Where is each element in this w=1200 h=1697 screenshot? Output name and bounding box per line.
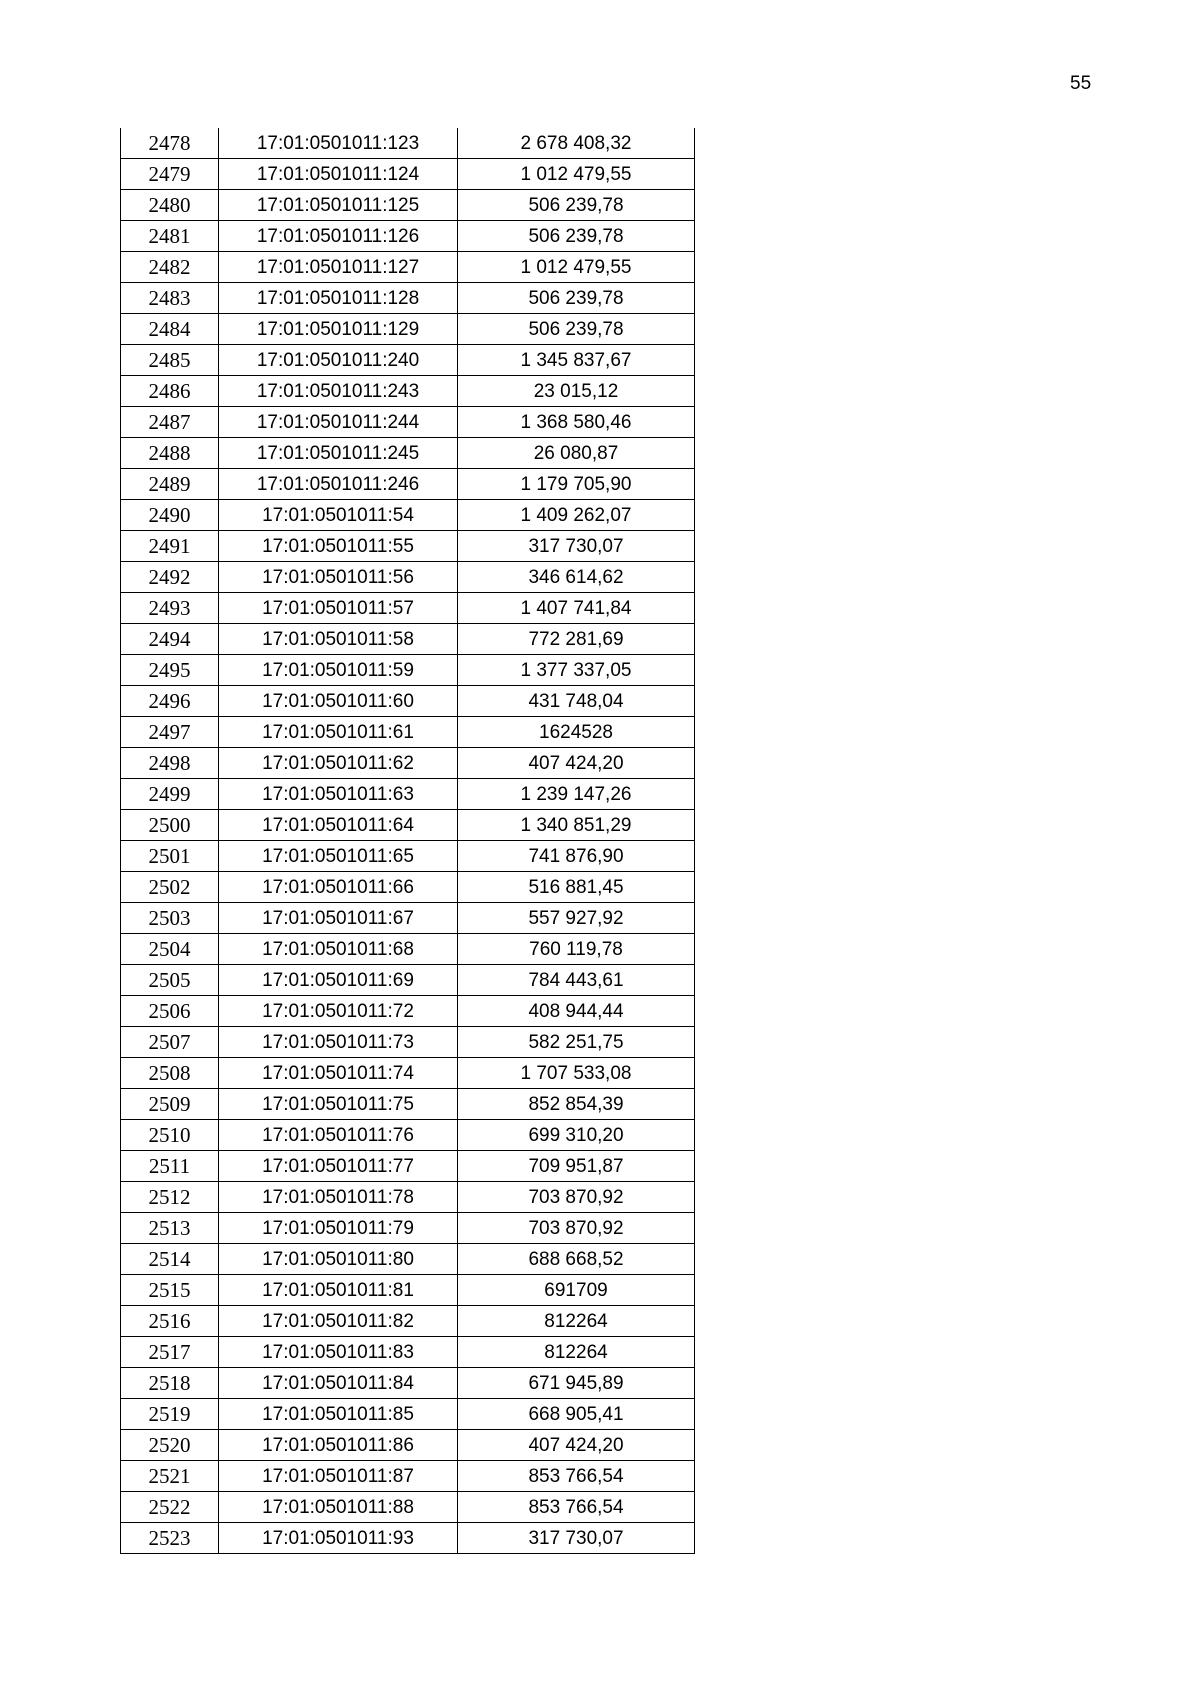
row-number-cell: 2496 [121, 686, 219, 717]
cadastral-number-cell: 17:01:0501011:76 [219, 1120, 458, 1151]
row-number-cell: 2483 [121, 283, 219, 314]
row-number-cell: 2517 [121, 1337, 219, 1368]
row-number-cell: 2500 [121, 810, 219, 841]
table-row [121, 903, 695, 934]
cadastral-number-cell: 17:01:0501011:60 [219, 686, 458, 717]
row-number-cell: 2499 [121, 779, 219, 810]
table-row [121, 1461, 695, 1492]
row-number-cell: 2490 [121, 500, 219, 531]
cadastral-value-cell: 1 239 147,26 [458, 779, 695, 810]
row-number-cell: 2514 [121, 1244, 219, 1275]
row-number-cell: 2519 [121, 1399, 219, 1430]
table-row [121, 283, 695, 314]
row-number-cell: 2495 [121, 655, 219, 686]
cadastral-value-cell: 506 239,78 [458, 221, 695, 252]
row-number-cell: 2522 [121, 1492, 219, 1523]
cadastral-value-cell: 557 927,92 [458, 903, 695, 934]
cadastral-number-cell: 17:01:0501011:93 [219, 1523, 458, 1554]
cadastral-number-cell: 17:01:0501011:79 [219, 1213, 458, 1244]
table-row [121, 190, 695, 221]
cadastral-number-cell: 17:01:0501011:244 [219, 407, 458, 438]
cadastral-number-cell: 17:01:0501011:245 [219, 438, 458, 469]
table-row [121, 252, 695, 283]
row-number-cell: 2518 [121, 1368, 219, 1399]
cadastral-value-cell: 2 678 408,32 [458, 128, 695, 159]
cadastral-value-cell: 703 870,92 [458, 1213, 695, 1244]
cadastral-number-cell: 17:01:0501011:67 [219, 903, 458, 934]
cadastral-value-cell: 1 012 479,55 [458, 252, 695, 283]
table-row [121, 1275, 695, 1306]
cadastral-number-cell: 17:01:0501011:82 [219, 1306, 458, 1337]
cadastral-value-cell: 1 012 479,55 [458, 159, 695, 190]
table-row [121, 314, 695, 345]
table-row [121, 438, 695, 469]
row-number-cell: 2480 [121, 190, 219, 221]
cadastral-number-cell: 17:01:0501011:243 [219, 376, 458, 407]
table-row [121, 686, 695, 717]
row-number-cell: 2479 [121, 159, 219, 190]
cadastral-value-cell: 1 179 705,90 [458, 469, 695, 500]
cadastral-value-cell: 852 854,39 [458, 1089, 695, 1120]
cadastral-value-cell: 1624528 [458, 717, 695, 748]
cadastral-number-cell: 17:01:0501011:72 [219, 996, 458, 1027]
row-number-cell: 2515 [121, 1275, 219, 1306]
cadastral-value-table [120, 128, 695, 1554]
row-number-cell: 2493 [121, 593, 219, 624]
row-number-cell: 2505 [121, 965, 219, 996]
row-number-cell: 2489 [121, 469, 219, 500]
cadastral-number-cell: 17:01:0501011:246 [219, 469, 458, 500]
cadastral-value-cell: 668 905,41 [458, 1399, 695, 1430]
table-row [121, 1151, 695, 1182]
cadastral-value-cell: 506 239,78 [458, 190, 695, 221]
cadastral-value-cell: 408 944,44 [458, 996, 695, 1027]
row-number-cell: 2520 [121, 1430, 219, 1461]
row-number-cell: 2501 [121, 841, 219, 872]
table-row [121, 934, 695, 965]
cadastral-value-cell: 1 707 533,08 [458, 1058, 695, 1089]
row-number-cell: 2506 [121, 996, 219, 1027]
cadastral-number-cell: 17:01:0501011:127 [219, 252, 458, 283]
table-row [121, 655, 695, 686]
table-row [121, 1120, 695, 1151]
cadastral-value-cell: 516 881,45 [458, 872, 695, 903]
table-row [121, 1430, 695, 1461]
row-number-cell: 2492 [121, 562, 219, 593]
cadastral-number-cell: 17:01:0501011:85 [219, 1399, 458, 1430]
cadastral-value-cell: 407 424,20 [458, 748, 695, 779]
table-row [121, 593, 695, 624]
row-number-cell: 2507 [121, 1027, 219, 1058]
table-row [121, 1399, 695, 1430]
cadastral-value-cell: 506 239,78 [458, 283, 695, 314]
cadastral-number-cell: 17:01:0501011:68 [219, 934, 458, 965]
cadastral-value-cell: 1 340 851,29 [458, 810, 695, 841]
table-row [121, 748, 695, 779]
cadastral-value-cell: 760 119,78 [458, 934, 695, 965]
cadastral-value-cell: 784 443,61 [458, 965, 695, 996]
cadastral-number-cell: 17:01:0501011:124 [219, 159, 458, 190]
table-row [121, 624, 695, 655]
cadastral-number-cell: 17:01:0501011:65 [219, 841, 458, 872]
row-number-cell: 2478 [121, 128, 219, 159]
row-number-cell: 2497 [121, 717, 219, 748]
cadastral-number-cell: 17:01:0501011:63 [219, 779, 458, 810]
row-number-cell: 2510 [121, 1120, 219, 1151]
cadastral-value-cell: 1 368 580,46 [458, 407, 695, 438]
cadastral-value-cell: 812264 [458, 1337, 695, 1368]
table-row [121, 1213, 695, 1244]
cadastral-number-cell: 17:01:0501011:74 [219, 1058, 458, 1089]
row-number-cell: 2491 [121, 531, 219, 562]
cadastral-number-cell: 17:01:0501011:126 [219, 221, 458, 252]
cadastral-number-cell: 17:01:0501011:57 [219, 593, 458, 624]
table-row [121, 1523, 695, 1554]
cadastral-value-cell: 346 614,62 [458, 562, 695, 593]
cadastral-value-cell: 1 345 837,67 [458, 345, 695, 376]
cadastral-value-cell: 688 668,52 [458, 1244, 695, 1275]
cadastral-number-cell: 17:01:0501011:84 [219, 1368, 458, 1399]
row-number-cell: 2511 [121, 1151, 219, 1182]
table-row [121, 1306, 695, 1337]
table-row [121, 779, 695, 810]
row-number-cell: 2502 [121, 872, 219, 903]
table-row [121, 1337, 695, 1368]
table-row [121, 221, 695, 252]
row-number-cell: 2488 [121, 438, 219, 469]
cadastral-number-cell: 17:01:0501011:75 [219, 1089, 458, 1120]
cadastral-number-cell: 17:01:0501011:62 [219, 748, 458, 779]
cadastral-value-cell: 407 424,20 [458, 1430, 695, 1461]
row-number-cell: 2482 [121, 252, 219, 283]
row-number-cell: 2509 [121, 1089, 219, 1120]
table-row [121, 717, 695, 748]
cadastral-number-cell: 17:01:0501011:80 [219, 1244, 458, 1275]
row-number-cell: 2485 [121, 345, 219, 376]
table-row [121, 1244, 695, 1275]
cadastral-value-cell: 741 876,90 [458, 841, 695, 872]
row-number-cell: 2494 [121, 624, 219, 655]
cadastral-value-cell: 812264 [458, 1306, 695, 1337]
row-number-cell: 2498 [121, 748, 219, 779]
table-row [121, 1058, 695, 1089]
cadastral-number-cell: 17:01:0501011:66 [219, 872, 458, 903]
row-number-cell: 2484 [121, 314, 219, 345]
row-number-cell: 2512 [121, 1182, 219, 1213]
table-row [121, 128, 695, 159]
cadastral-number-cell: 17:01:0501011:54 [219, 500, 458, 531]
cadastral-number-cell: 17:01:0501011:58 [219, 624, 458, 655]
cadastral-number-cell: 17:01:0501011:73 [219, 1027, 458, 1058]
row-number-cell: 2508 [121, 1058, 219, 1089]
table-row [121, 469, 695, 500]
cadastral-number-cell: 17:01:0501011:87 [219, 1461, 458, 1492]
table-row [121, 872, 695, 903]
cadastral-value-cell: 1 407 741,84 [458, 593, 695, 624]
cadastral-value-cell: 691709 [458, 1275, 695, 1306]
cadastral-value-cell: 671 945,89 [458, 1368, 695, 1399]
table-row [121, 531, 695, 562]
cadastral-number-cell: 17:01:0501011:123 [219, 128, 458, 159]
cadastral-number-cell: 17:01:0501011:83 [219, 1337, 458, 1368]
cadastral-number-cell: 17:01:0501011:78 [219, 1182, 458, 1213]
row-number-cell: 2504 [121, 934, 219, 965]
row-number-cell: 2521 [121, 1461, 219, 1492]
cadastral-value-cell: 23 015,12 [458, 376, 695, 407]
table-row [121, 376, 695, 407]
cadastral-value-cell: 26 080,87 [458, 438, 695, 469]
cadastral-number-cell: 17:01:0501011:64 [219, 810, 458, 841]
row-number-cell: 2481 [121, 221, 219, 252]
table-row [121, 1182, 695, 1213]
table-body [121, 128, 695, 1554]
cadastral-number-cell: 17:01:0501011:125 [219, 190, 458, 221]
cadastral-value-cell: 703 870,92 [458, 1182, 695, 1213]
row-number-cell: 2516 [121, 1306, 219, 1337]
cadastral-number-cell: 17:01:0501011:129 [219, 314, 458, 345]
cadastral-value-cell: 582 251,75 [458, 1027, 695, 1058]
cadastral-number-cell: 17:01:0501011:56 [219, 562, 458, 593]
row-number-cell: 2487 [121, 407, 219, 438]
cadastral-number-cell: 17:01:0501011:81 [219, 1275, 458, 1306]
cadastral-value-cell: 772 281,69 [458, 624, 695, 655]
cadastral-number-cell: 17:01:0501011:86 [219, 1430, 458, 1461]
table-row [121, 810, 695, 841]
cadastral-value-cell: 853 766,54 [458, 1492, 695, 1523]
cadastral-number-cell: 17:01:0501011:240 [219, 345, 458, 376]
row-number-cell: 2513 [121, 1213, 219, 1244]
cadastral-value-cell: 317 730,07 [458, 1523, 695, 1554]
cadastral-number-cell: 17:01:0501011:128 [219, 283, 458, 314]
table-row [121, 1492, 695, 1523]
cadastral-value-cell: 506 239,78 [458, 314, 695, 345]
row-number-cell: 2523 [121, 1523, 219, 1554]
cadastral-value-cell: 699 310,20 [458, 1120, 695, 1151]
cadastral-value-cell: 1 409 262,07 [458, 500, 695, 531]
cadastral-value-cell: 1 377 337,05 [458, 655, 695, 686]
table-row [121, 841, 695, 872]
page-number: 55 [1070, 73, 1092, 94]
table-row [121, 1368, 695, 1399]
cadastral-number-cell: 17:01:0501011:59 [219, 655, 458, 686]
table-row [121, 965, 695, 996]
cadastral-number-cell: 17:01:0501011:77 [219, 1151, 458, 1182]
cadastral-number-cell: 17:01:0501011:69 [219, 965, 458, 996]
cadastral-number-cell: 17:01:0501011:55 [219, 531, 458, 562]
table-row [121, 407, 695, 438]
table-row [121, 345, 695, 376]
table-row [121, 1027, 695, 1058]
table-row [121, 562, 695, 593]
row-number-cell: 2503 [121, 903, 219, 934]
cadastral-number-cell: 17:01:0501011:88 [219, 1492, 458, 1523]
cadastral-number-cell: 17:01:0501011:61 [219, 717, 458, 748]
table-row [121, 1089, 695, 1120]
table-row [121, 996, 695, 1027]
cadastral-value-cell: 853 766,54 [458, 1461, 695, 1492]
table-row [121, 159, 695, 190]
cadastral-value-cell: 709 951,87 [458, 1151, 695, 1182]
cadastral-value-cell: 317 730,07 [458, 531, 695, 562]
table-row [121, 500, 695, 531]
cadastral-value-cell: 431 748,04 [458, 686, 695, 717]
row-number-cell: 2486 [121, 376, 219, 407]
